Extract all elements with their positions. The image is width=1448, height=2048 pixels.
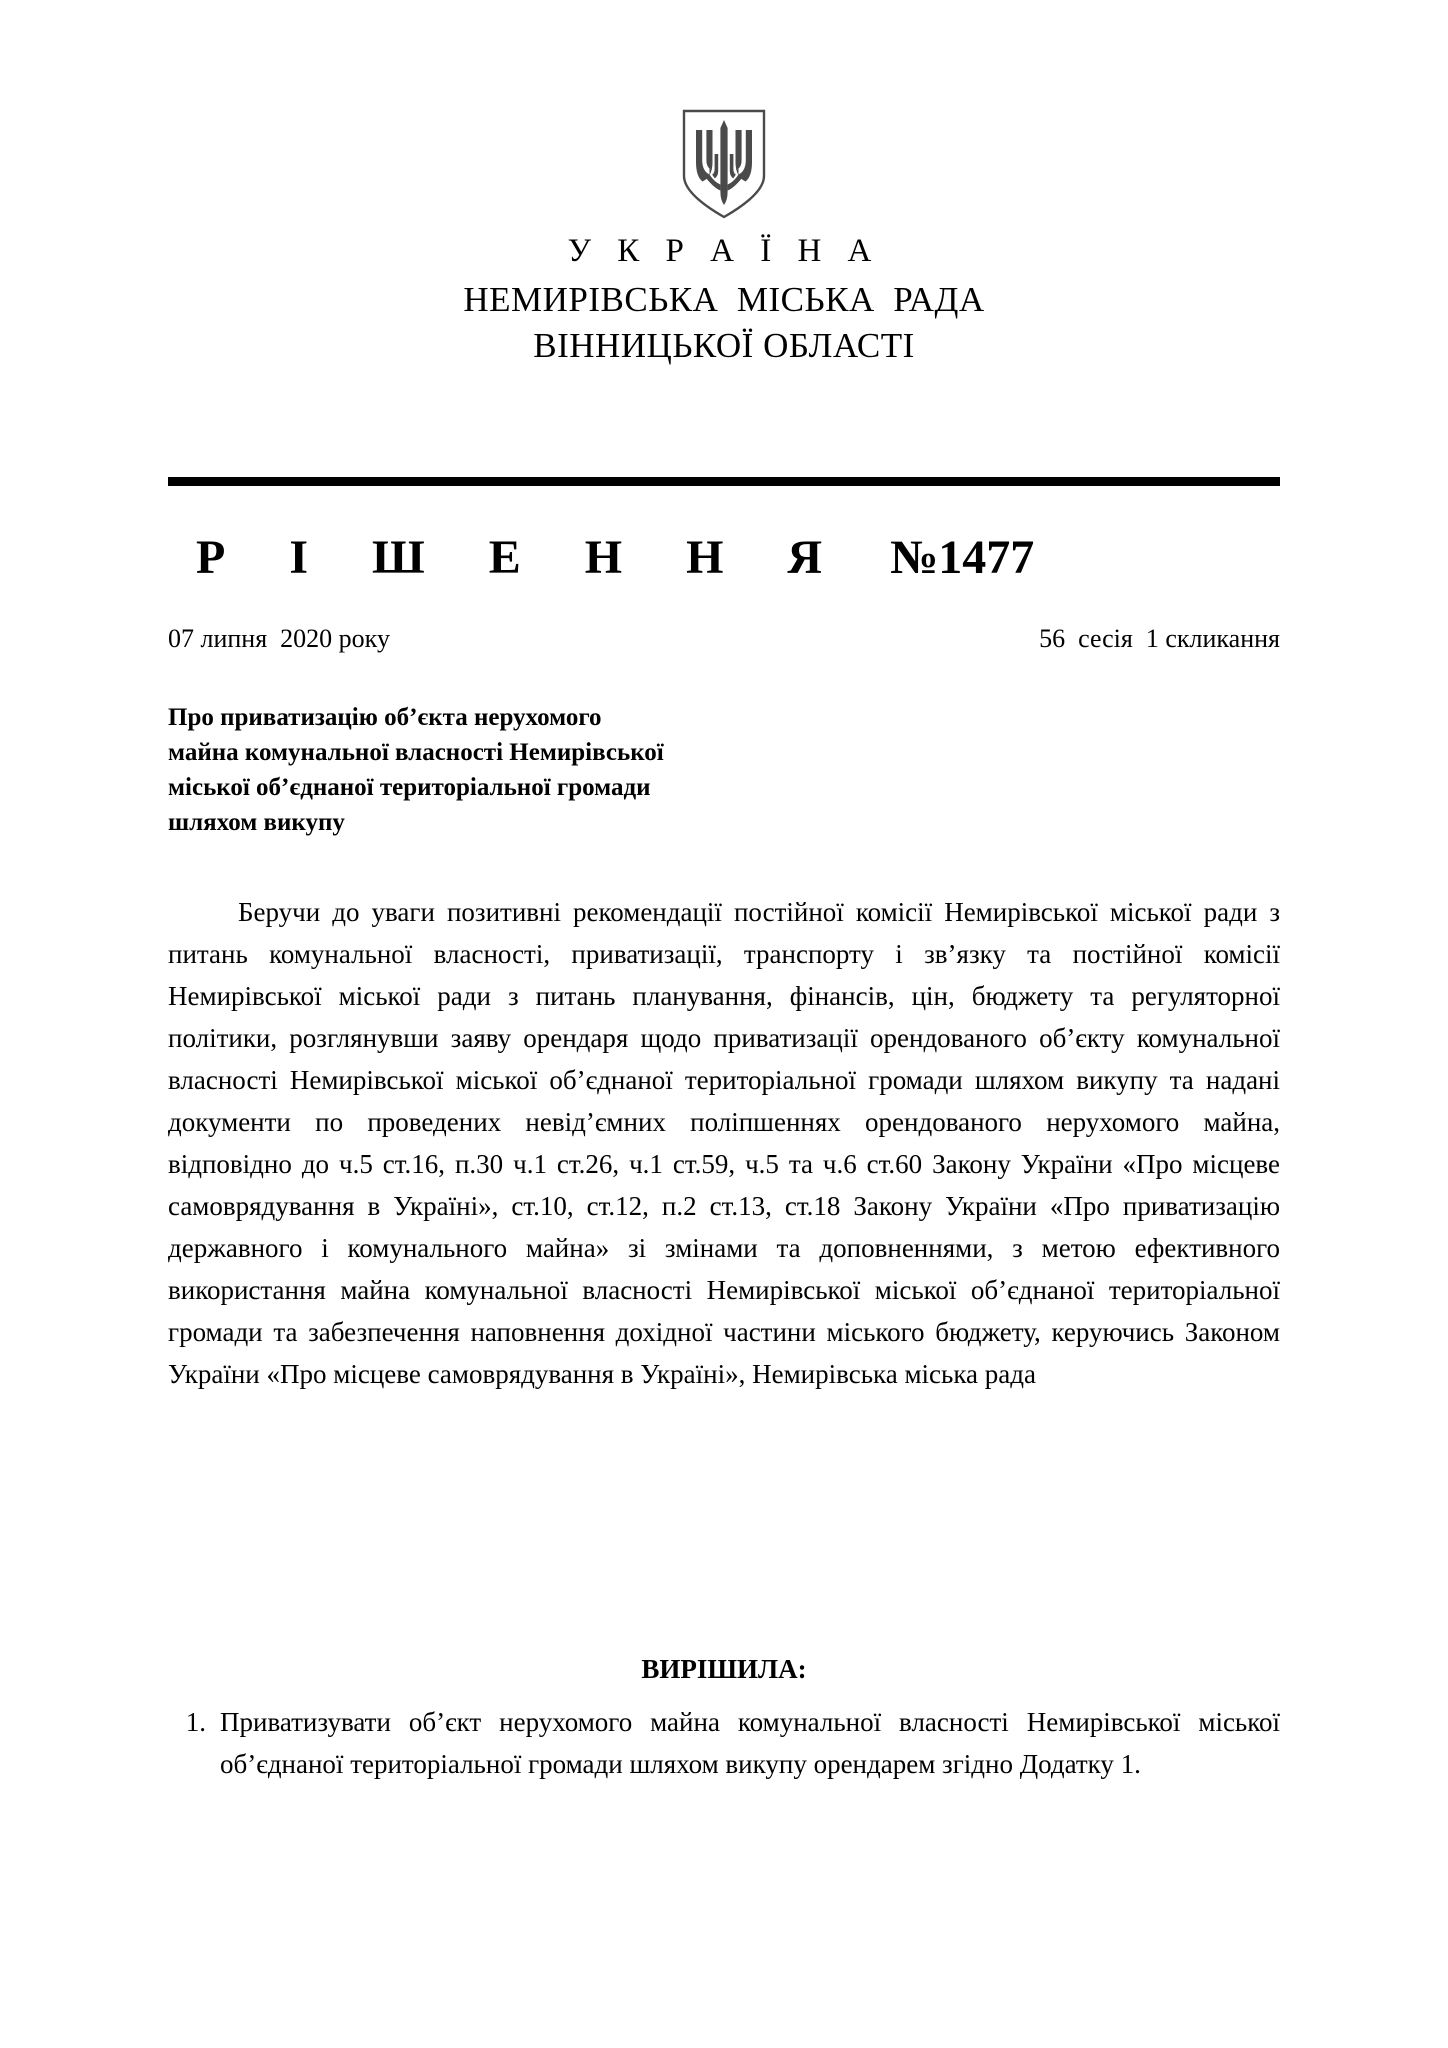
coat-of-arms-container: [0, 108, 1448, 220]
country-name: У К Р А Ї Н А: [567, 233, 881, 269]
ukraine-coat-of-arms-icon: [678, 108, 770, 220]
subject-line-4: шляхом викупу: [168, 809, 345, 836]
subject-line-1: Про приватизацію об’єкта нерухомого: [168, 704, 602, 731]
resolution-items: [168, 1702, 1280, 1786]
council-name: НЕМИРІВСЬКА МІСЬКА РАДА: [463, 279, 985, 319]
decision-number: №1477: [890, 531, 1035, 584]
document-body: [168, 892, 1280, 1396]
document-header: [0, 232, 1448, 369]
list-item-number: 1.: [185, 1707, 206, 1737]
subject-line-3: міської об’єднаної територіальної громади: [168, 774, 651, 801]
header-divider: [168, 477, 1280, 486]
session-info: 56 сесія 1 скликання: [1039, 624, 1280, 653]
list-item-text: Приватизувати об’єкт нерухомого майна комунальної власності Немирівської міської об’єднаної територіальної громади шляхом викупу орендарем згідно Додатку 1.: [220, 1707, 1280, 1779]
decision-word: Р І Ш Е Н Н Я: [196, 531, 849, 584]
decision-title-row: [168, 530, 1280, 585]
resolved-heading: ВИРІШИЛА:: [641, 1654, 807, 1684]
document-subject: [168, 700, 868, 840]
document-meta-row: [168, 624, 1280, 654]
document-date: 07 липня 2020 року: [168, 624, 390, 653]
preamble-paragraph: Беручи до уваги позитивні рекомендації постійної комісії Немирівської міської ради з питань комунальної власності, приватизації, транспорту і зв’язку та постійної комісії Немирівської міської ради з питань планування, фінансів, цін, бюджету та регуляторної політики, розглянувши заяву орендаря щодо приватизації орендованого об’єкту комунальної власності Немирівської міської об’єднаної територіальної громади шляхом викупу та надані документи по проведених невід’ємних поліпшеннях орендованого нерухомого майна, відповідно до ч.5 ст.16, п.30 ч.1 ст.26, ч.1 ст.59, ч.5 та ч.6 ст.60 Закону України «Про місцеве самоврядування в Україні», ст.10, ст.12, п.2 ст.13, ст.18 Закону України «Про приватизацію державного і комунального майна» зі змінами та доповненнями, з метою ефективного використання майна комунальної власності Немирівської міської об’єднаної територіальної громади та забезпечення наповнення дохідної частини міського бюджету, керуючись Законом України «Про місцеве самоврядування в Україні», Немирівська міська рада: [168, 897, 1280, 1389]
oblast-name: ВІННИЦЬКОЇ ОБЛАСТІ: [533, 326, 915, 366]
subject-line-2: майна комунальної власності Немирівської: [168, 739, 664, 766]
list-item: [168, 1702, 1280, 1786]
